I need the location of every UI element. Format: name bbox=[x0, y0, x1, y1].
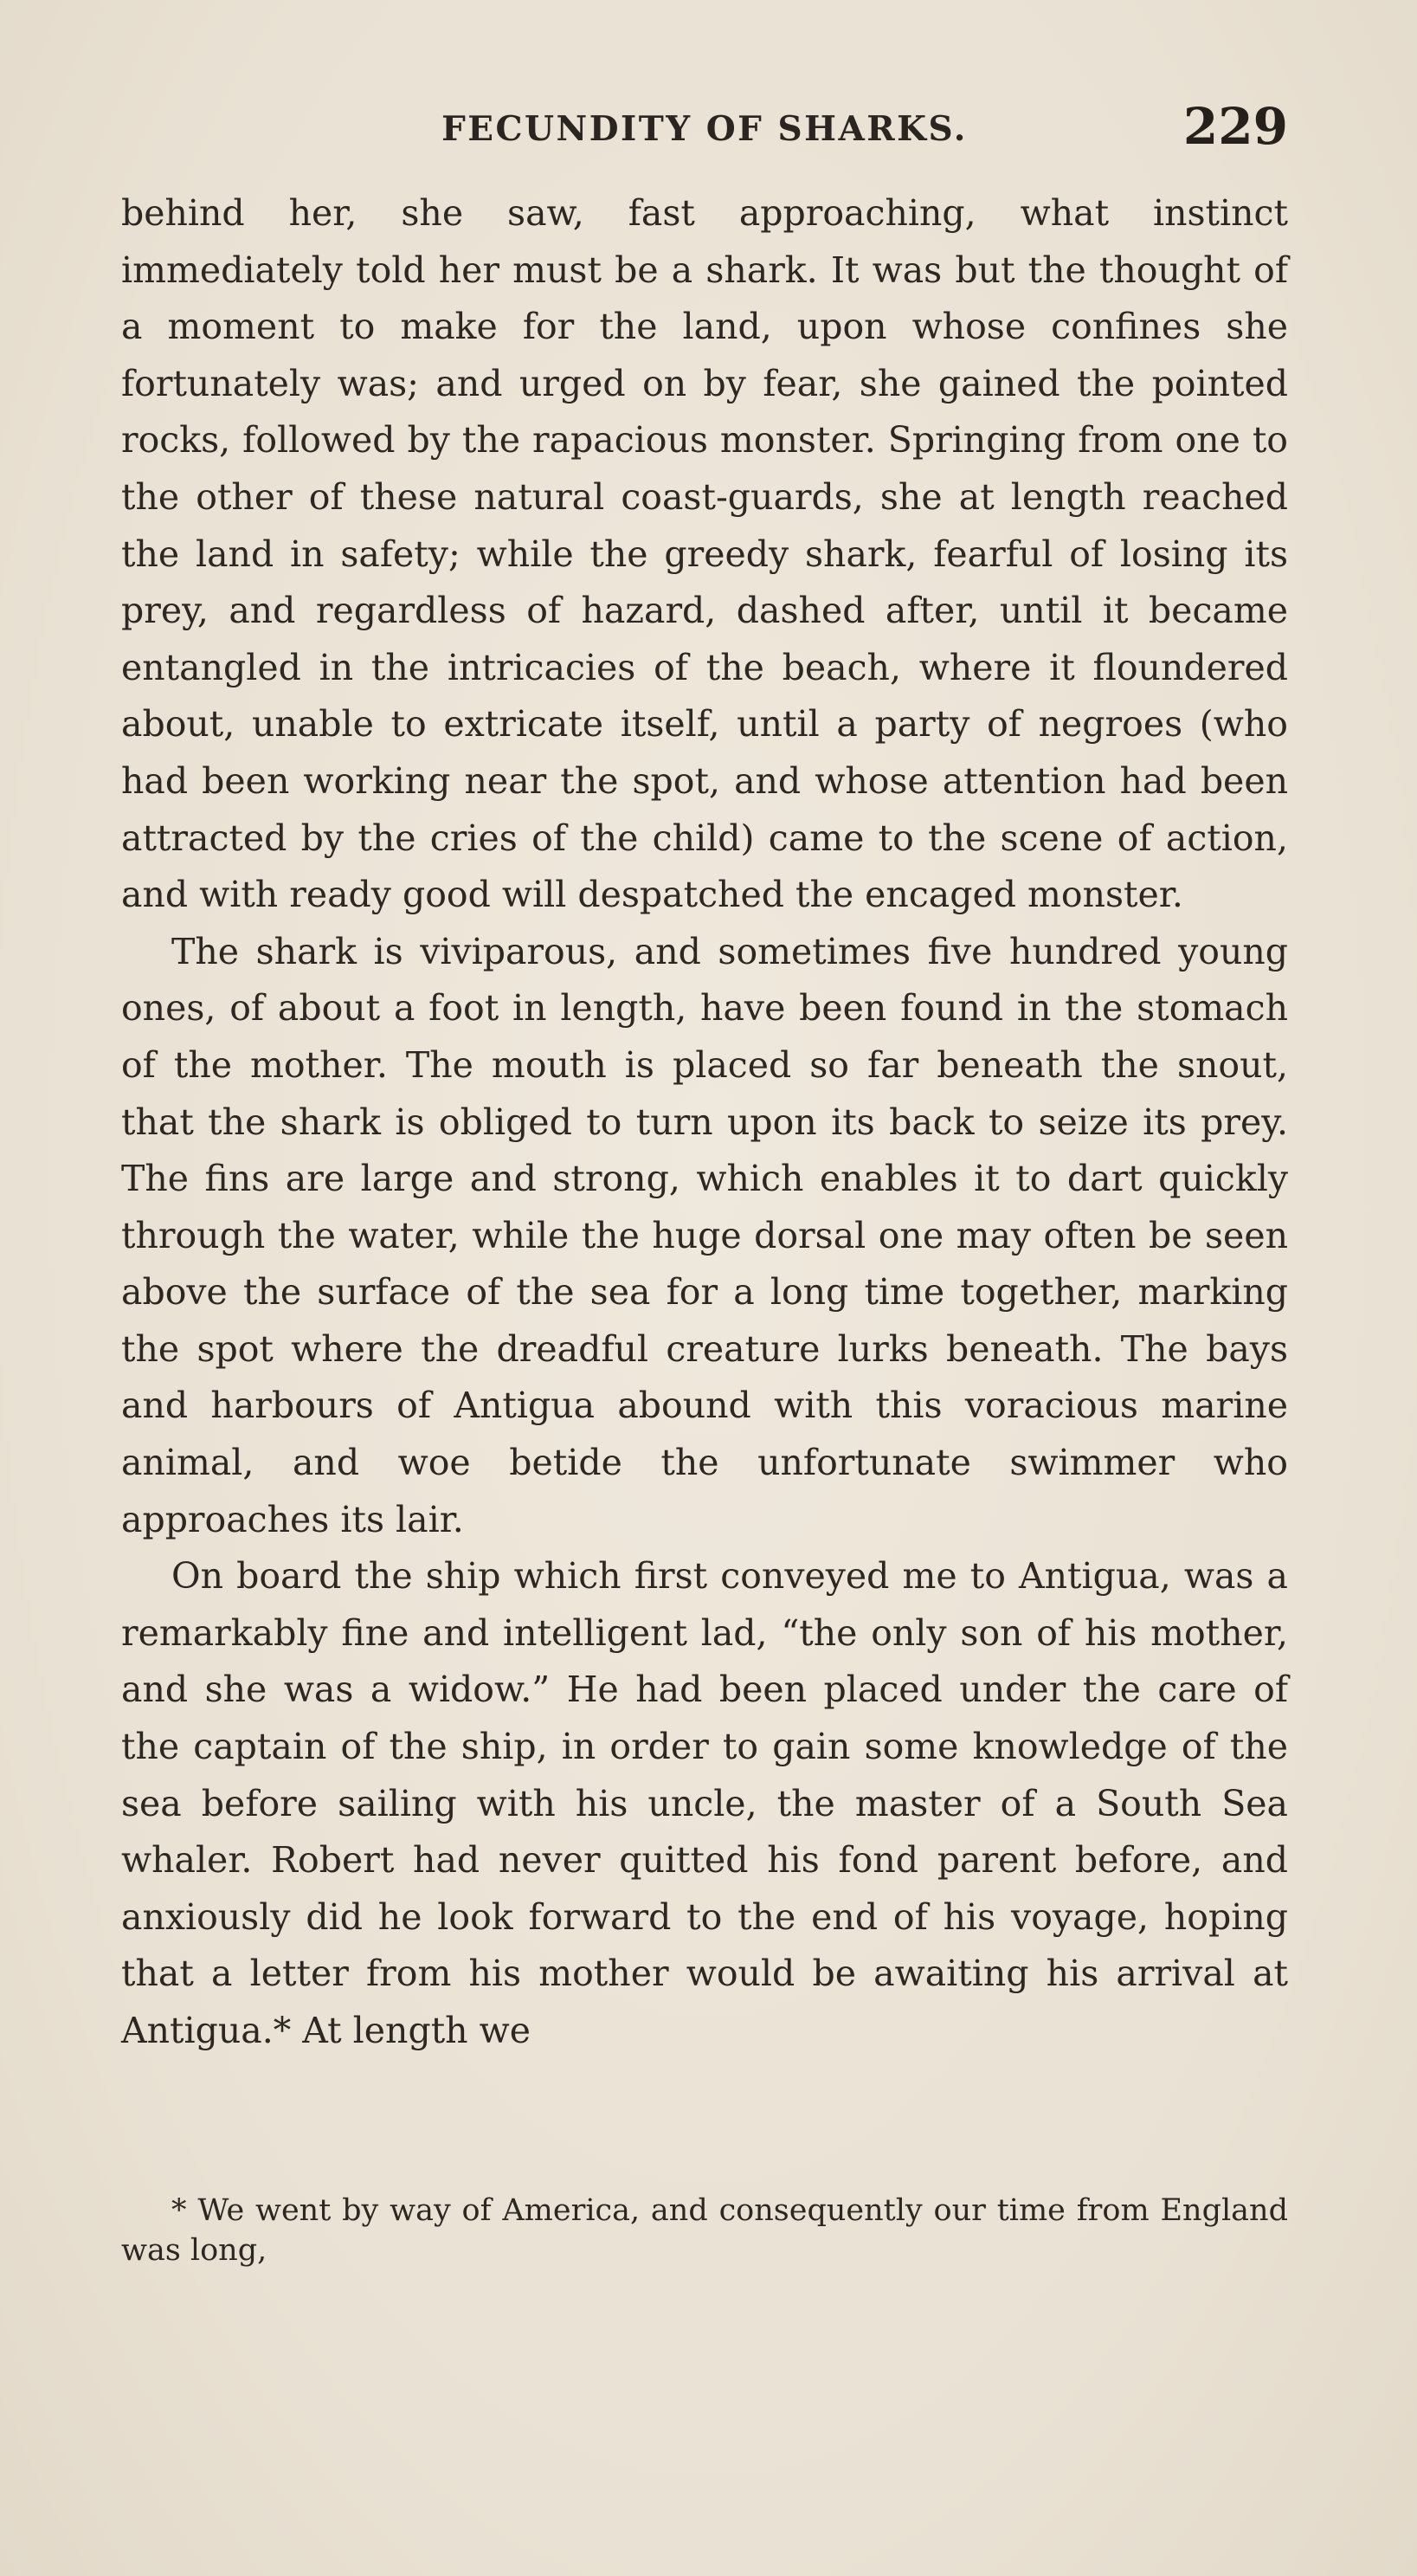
paragraph-continued: behind her, she saw, fast approaching, what instinct immediately told her must be a shark. It was but the thought of a moment to make for the land, upon whose confines she fortunately was; and urged on by fear, she gained the pointed rocks, followed by the rapacious monster. Springing from one to the other of these natural coast-guards, she at length reached the land in safety; while the greedy shark, fearful of losing its prey, and regardless of hazard, dashed after, until it became entangled in the intricacies of the beach, where it floundered about, unable to extricate itself, until a party of negroes (who had been working near the spot, and whose attention had been attracted by the cries of the child) came to the scene of action, and with ready good will despatched the encaged monster. bbox=[121, 192, 1288, 916]
body-text bbox=[121, 185, 1288, 2060]
page-header bbox=[121, 97, 1288, 163]
page-number: 229 bbox=[1182, 97, 1288, 156]
running-title: FECUNDITY OF SHARKS. bbox=[441, 109, 968, 149]
paragraph-ship-voyage: On board the ship which first conveyed me to Antigua, was a remarkably fine and intelligent lad, “the only son of his mother, and she was a widow.” He had been placed under the care of the captain of the ship, in order to gain some knowledge of the sea before sailing with his uncle, the master of a South Sea whaler. Robert had never quitted his fond parent before, and anxiously did he look forward to the end of his voyage, hoping that a letter from his mother would be awaiting his arrival at Antigua.* At length we bbox=[121, 1555, 1288, 2051]
paragraph-shark-description: The shark is viviparous, and sometimes five hundred young ones, of about a foot in length, have been found in the stomach of the mother. The mouth is placed so far beneath the snout, that the shark is obliged to turn upon its back to seize its prey. The fins are large and strong, which enables it to dart quickly through the water, while the huge dorsal one may often be seen above the surface of the sea for a long time together, marking the spot where the dreadful creature lurks beneath. The bays and harbours of Antigua abound with this voracious marine animal, and woe betide the unfortunate swimmer who approaches its lair. bbox=[121, 930, 1288, 1540]
footnote: * We went by way of America, and consequently our time from England was long, bbox=[121, 2193, 1288, 2268]
